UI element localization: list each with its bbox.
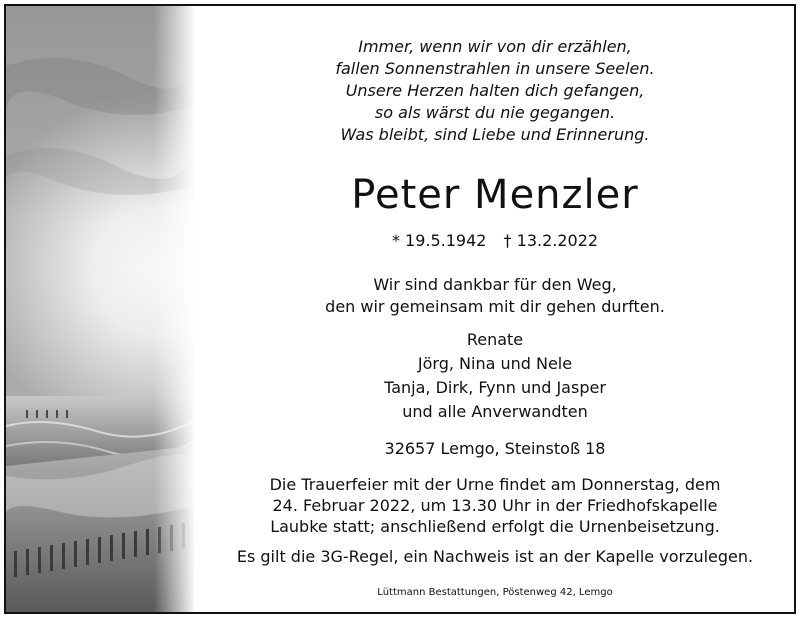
poem [196, 36, 794, 146]
life-dates [196, 230, 794, 252]
poem-line: Immer, wenn wir von dir erzählen, [358, 37, 632, 56]
mourner-line: Tanja, Dirk, Fynn und Jasper [384, 378, 606, 397]
thanks-line: den wir gemeinsam mit dir gehen durften. [325, 297, 665, 316]
mourner-line: Renate [466, 330, 524, 349]
obituary-card [4, 4, 796, 614]
thanks-text [196, 274, 794, 318]
beach-sunset-image [6, 6, 194, 612]
poem-line: Was bleibt, sind Liebe und Erinnerung. [340, 125, 650, 144]
ceremony-line: 24. Februar 2022, um 13.30 Uhr in der Friedhofskapelle [272, 496, 718, 515]
undertaker-info: Lüttmann Bestattungen, Pöstenweg 42, Lemgo [377, 587, 613, 598]
mourner-line: und alle Anverwandten [402, 402, 588, 421]
ceremony-line: Laubke statt; anschließend erfolgt die Urnenbeisetzung. [270, 517, 720, 536]
deceased-name: Peter Menzler [351, 172, 639, 218]
covid-notice: Es gilt die 3G-Regel, ein Nachweis ist an der Kapelle vorzulegen. [236, 547, 754, 566]
thanks-line: Wir sind dankbar für den Weg, [373, 275, 617, 294]
poem-line: fallen Sonnenstrahlen in unsere Seelen. [335, 59, 655, 78]
photo-fade [154, 6, 194, 612]
mourners-list [196, 328, 794, 424]
poem-line: so als wärst du nie gegangen. [374, 103, 616, 122]
mourner-line: Jörg, Nina und Nele [417, 354, 573, 373]
obituary-text [196, 6, 794, 612]
birth-date: * 19.5.1942 [391, 231, 487, 250]
ceremony-info [196, 474, 794, 537]
poem-line: Unsere Herzen halten dich gefangen, [345, 81, 645, 100]
ceremony-line: Die Trauerfeier mit der Urne findet am Donnerstag, dem [269, 475, 721, 494]
family-address: 32657 Lemgo, Steinstoß 18 [384, 439, 606, 458]
death-date: † 13.2.2022 [503, 231, 599, 250]
